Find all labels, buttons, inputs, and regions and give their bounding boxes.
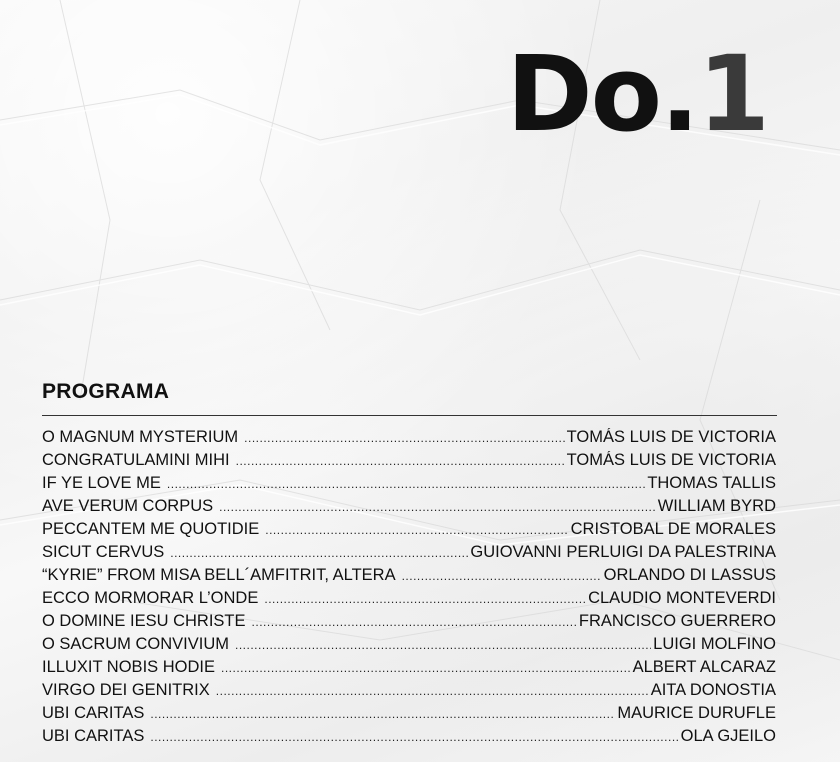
composer-name: THOMAS TALLIS <box>647 474 776 492</box>
piece-title: ILLUXIT NOBIS HODIE <box>42 658 215 676</box>
dot-leader <box>150 707 615 721</box>
page-title <box>506 33 768 155</box>
piece-title: UBI CARITAS <box>42 704 145 722</box>
composer-name: WILLIAM BYRD <box>657 497 776 515</box>
title-main: Do. <box>506 33 698 155</box>
dot-leader <box>150 730 678 744</box>
piece-title: IF YE LOVE ME <box>42 474 161 492</box>
piece-title: AVE VERUM CORPUS <box>42 497 214 515</box>
dot-leader <box>265 523 568 537</box>
program-item <box>42 727 776 750</box>
dot-leader <box>244 431 564 445</box>
piece-title: UBI CARITAS <box>42 727 145 745</box>
dot-leader <box>221 661 631 675</box>
dot-leader <box>170 546 468 560</box>
piece-title: “KYRIE” FROM MISA BELL´AMFITRIT, ALTERA <box>42 566 396 584</box>
divider <box>42 415 777 416</box>
piece-title: O SACRUM CONVIVIUM <box>42 635 230 653</box>
section-heading: PROGRAMA <box>42 380 170 403</box>
composer-name: FRANCISCO GUERRERO <box>578 612 776 630</box>
title-number: 1 <box>697 33 768 155</box>
piece-title: O MAGNUM MYSTERIUM <box>42 428 239 446</box>
piece-title: O DOMINE IESU CHRISTE <box>42 612 246 630</box>
dot-leader <box>216 684 649 698</box>
program-item <box>42 520 776 543</box>
composer-name: GUIOVANNI PERLUIGI DA PALESTRINA <box>470 543 776 561</box>
composer-name: OLA GJEILO <box>680 727 776 745</box>
composer-name: TOMÁS LUIS DE VICTORIA <box>566 451 776 469</box>
program-item <box>42 658 776 681</box>
composer-name: ALBERT ALCARAZ <box>632 658 776 676</box>
dot-leader <box>235 638 651 652</box>
program-item <box>42 612 776 635</box>
program-item <box>42 681 776 704</box>
composer-name: TOMÁS LUIS DE VICTORIA <box>566 428 776 446</box>
composer-name: CLAUDIO MONTEVERDI <box>588 589 776 607</box>
piece-title: SICUT CERVUS <box>42 543 165 561</box>
composer-name: ORLANDO DI LASSUS <box>603 566 776 584</box>
piece-title: CONGRATULAMINI MIHI <box>42 451 230 469</box>
program-item <box>42 566 776 589</box>
dot-leader <box>167 477 645 491</box>
program-item <box>42 451 776 474</box>
program-item <box>42 589 776 612</box>
program-item <box>42 428 776 451</box>
composer-name: MAURICE DURUFLE <box>617 704 776 722</box>
program-item <box>42 497 776 520</box>
program-item <box>42 704 776 727</box>
program-item <box>42 543 776 566</box>
program-list <box>42 428 776 750</box>
composer-name: CRISTOBAL DE MORALES <box>570 520 776 538</box>
composer-name: LUIGI MOLFINO <box>653 635 776 653</box>
dot-leader <box>264 592 586 606</box>
program-item <box>42 474 776 497</box>
piece-title: VIRGO DEI GENITRIX <box>42 681 210 699</box>
dot-leader <box>236 454 565 468</box>
dot-leader <box>219 500 656 514</box>
piece-title: PECCANTEM ME QUOTIDIE <box>42 520 260 538</box>
program-item <box>42 635 776 658</box>
composer-name: AITA DONOSTIA <box>650 681 776 699</box>
piece-title: ECCO MORMORAR L’ONDE <box>42 589 259 607</box>
dot-leader <box>402 569 602 583</box>
dot-leader <box>252 615 577 629</box>
